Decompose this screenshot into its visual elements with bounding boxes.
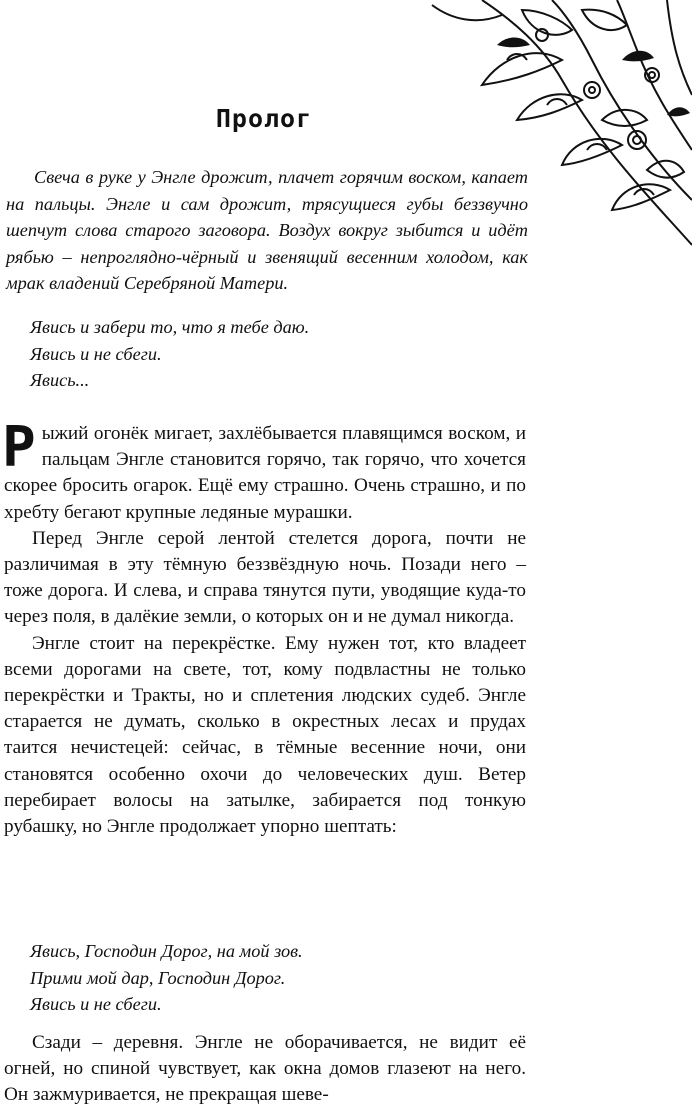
paragraph-text: ыжий огонёк мигает, захлёбывается плавящимся воском, и пальцам Энгле становится горячо, так горячо, что хочется скорее бросить огарок. Ещё ему страшно. Очень страшно, и по хребту бегают крупные ледяные мурашки.	[4, 423, 526, 523]
chant-line: Прими мой дар, Господин Дорог.	[30, 967, 286, 988]
chant-line: Явись, Господин Дорог, на мой зов.	[30, 941, 303, 961]
paragraph: Сзади – деревня. Энгле не оборачивается, не видит её огней, но спиной чувствует, как окна домов глазеют на него. Он зажмуривается, не прекращая шеве-	[4, 1032, 526, 1106]
chant-1	[30, 314, 309, 394]
chant-line: Явись...	[30, 370, 90, 391]
bottom-text	[4, 1030, 526, 1109]
drop-cap: Р	[2, 415, 36, 480]
main-text	[2, 415, 526, 840]
chant-line: Явись и не сбеги.	[30, 343, 162, 364]
chant-line: Явись и не сбеги.	[30, 994, 162, 1015]
page-title: Пролог	[215, 104, 313, 133]
paragraph	[2, 415, 526, 526]
paragraph: Энгле стоит на перекрёстке. Ему нужен тот, кто владеет всеми дорогами на свете, тот, кому подвластны не только перекрёстки и Тракты, но и сплетения людских судеб. Энгле старается не думать, сколько в окрестных лесах и прудах таится нечистецей: сейчас, в тёмные весенние ночи, они становятся особенно охочи до человеческих душ. Ветер перебирает волосы на затылке, забирается под тонкую рубашку, но Энгле продолжает упорно шептать:	[4, 632, 526, 838]
chant-2	[30, 938, 303, 1018]
chant-line: Явись и забери то, что я тебе даю.	[30, 317, 310, 337]
epigraph	[6, 164, 528, 297]
epigraph-text: Свеча в руке у Энгле дрожит, плачет горячим воском, капает на пальцы. Энгле и сам дрожит, трясущиеся губы беззвучно шепчут слова старого заговора. Воздух вокруг зыбится и идёт рябью – непроглядно-чёрный и звенящий весенним холодом, как мрак владений Серебряной Матери.	[6, 167, 528, 294]
paragraph: Перед Энгле серой лентой стелется дорога, почти не различимая в эту тёмную беззвёздную ночь. Позади него – тоже дорога. И слева, и справа тянутся пути, уводящие куда-то через поля, в далёкие земли, о которых он и не думал никогда.	[4, 527, 526, 628]
